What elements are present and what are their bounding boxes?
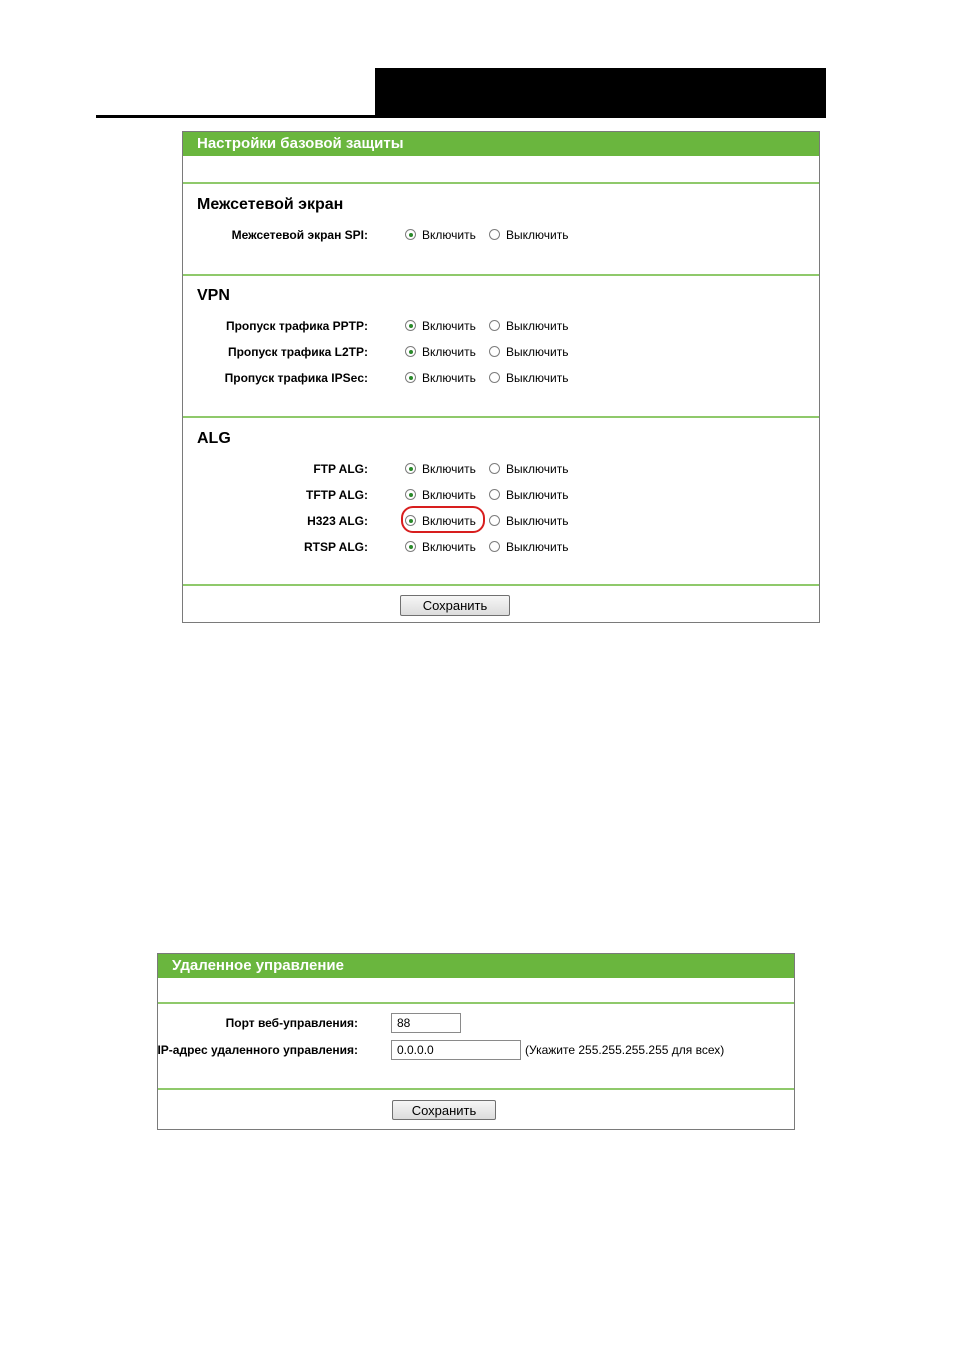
remote-management-panel [157, 953, 795, 1130]
section-heading: VPN [197, 287, 230, 304]
row-label: Пропуск трафика IPSec: [224, 371, 368, 385]
ipsec-row [183, 369, 819, 387]
firewall-section [183, 184, 819, 276]
radio-unchecked-icon[interactable] [489, 489, 500, 500]
enable-option[interactable]: Включить [405, 538, 476, 556]
enable-option[interactable]: Включить [405, 486, 476, 504]
panel-title: Настройки базовой защиты [183, 132, 819, 156]
enable-option[interactable]: Включить [405, 226, 476, 244]
radio-checked-icon[interactable] [405, 515, 416, 526]
tftp-alg-row [183, 486, 819, 504]
panel-title: Удаленное управление [158, 954, 794, 978]
port-label: Порт веб-управления: [225, 1016, 358, 1030]
radio-checked-icon[interactable] [405, 346, 416, 357]
disable-option[interactable]: Выключить [489, 317, 568, 335]
header-black-block [375, 68, 826, 118]
radio-checked-icon[interactable] [405, 541, 416, 552]
l2tp-row [183, 343, 819, 361]
radio-unchecked-icon[interactable] [489, 541, 500, 552]
panel-footer [158, 1090, 794, 1129]
section-heading: ALG [197, 430, 231, 447]
disable-option[interactable]: Выключить [489, 343, 568, 361]
save-button[interactable]: Сохранить [392, 1100, 496, 1120]
remote-management-form [158, 1004, 794, 1090]
port-input[interactable] [391, 1013, 461, 1033]
row-label: FTP ALG: [313, 462, 368, 476]
save-button[interactable]: Сохранить [400, 595, 510, 616]
radio-checked-icon[interactable] [405, 320, 416, 331]
radio-unchecked-icon[interactable] [489, 229, 500, 240]
ip-hint: (Укажите 255.255.255.255 для всех) [525, 1043, 725, 1057]
spacer-row [158, 978, 794, 1004]
row-label: RTSP ALG: [303, 540, 368, 554]
disable-option[interactable]: Выключить [489, 486, 568, 504]
vpn-section [183, 276, 819, 418]
ip-label: IP-адрес удаленного управления: [157, 1043, 358, 1057]
enable-option[interactable]: Включить [405, 343, 476, 361]
row-label: Межсетевой экран SPI: [231, 228, 368, 242]
spacer-row [183, 156, 819, 184]
row-label: Пропуск трафика L2TP: [227, 345, 368, 359]
ip-address-input[interactable] [391, 1040, 521, 1060]
h323-alg-row [183, 512, 819, 530]
alg-section [183, 418, 819, 586]
enable-option[interactable]: Включить [405, 369, 476, 387]
disable-option[interactable]: Выключить [489, 538, 568, 556]
row-label: TFTP ALG: [306, 488, 368, 502]
row-label: H323 ALG: [307, 514, 368, 528]
radio-checked-icon[interactable] [405, 489, 416, 500]
radio-unchecked-icon[interactable] [489, 515, 500, 526]
radio-unchecked-icon[interactable] [489, 320, 500, 331]
radio-unchecked-icon[interactable] [489, 372, 500, 383]
disable-option[interactable]: Выключить [489, 512, 568, 530]
enable-option[interactable]: Включить [405, 317, 476, 335]
row-label: Пропуск трафика PPTP: [225, 319, 368, 333]
radio-checked-icon[interactable] [405, 463, 416, 474]
rtsp-alg-row [183, 538, 819, 556]
header-rule [96, 115, 826, 118]
disable-option[interactable]: Выключить [489, 460, 568, 478]
ftp-alg-row [183, 460, 819, 478]
panel-footer [183, 586, 819, 621]
radio-checked-icon[interactable] [405, 372, 416, 383]
disable-option[interactable]: Выключить [489, 369, 568, 387]
disable-option[interactable]: Выключить [489, 226, 568, 244]
basic-security-panel [182, 131, 820, 623]
pptp-row [183, 317, 819, 335]
radio-unchecked-icon[interactable] [489, 463, 500, 474]
spi-firewall-row [183, 226, 819, 244]
enable-option[interactable]: Включить [405, 512, 476, 530]
enable-option[interactable]: Включить [405, 460, 476, 478]
radio-unchecked-icon[interactable] [489, 346, 500, 357]
radio-checked-icon[interactable] [405, 229, 416, 240]
section-heading: Межсетевой экран [197, 196, 344, 213]
